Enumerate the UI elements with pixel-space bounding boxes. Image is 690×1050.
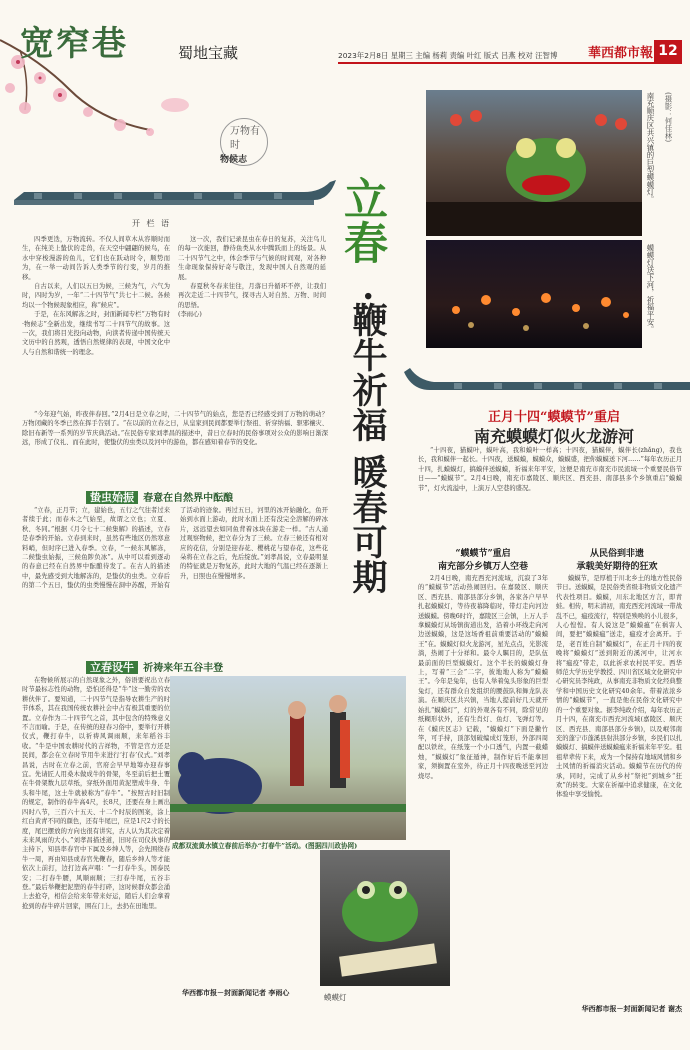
feature-title-main: 立春 [336, 176, 387, 264]
feature-section-1-text: “立春，正月节；立，建始也，五行之气往者过来者续于此；而春木之气始至，故谓之立也；立夏、秋、冬同。”根据《月令七十二候集解》的描述，立春是春季的开始。立春到来时，虽然有些地区仍然寒意料峭，但时序已进入春季。立春，“一候东风解冻，二候蛰虫始振，三候鱼陟负冰”。从中可以看到逐动的春意已经在自然界中酝酿待发了。在古人的描述中，最先感受到大地解冻的，是蛰伏的虫类。立春后的第二个五日，蛰伏的虫类慢慢在洞中苏醒，开始有了活动的迹象。再过五日，河里的冰开始融化，鱼开始到水面上游动，此时水面上还有没完全溶解的碎冰片，远远望去如同鱼背着冰块在游走一样。“古人通过观察物候，把立春分为了三候。立春三候还有相对应的花信，分别是迎春花、樱桃花与望春花，这些花朵将在立春之后，先后绽放。”刘孝昌说，立春最明显的特征就是万物复苏，此时大地的气温已经在逐渐上升，日照也在慢慢增多。 [22, 507, 328, 590]
intro-author: (李雨心) [178, 311, 202, 319]
news-subhead-1 [418, 546, 548, 572]
page-header [0, 0, 690, 72]
feature-lead: “今年迎气始，昨夜伴春回。”2月4日是立春之时，二十四节气的始点，您是否已经感受到了万物的萌动？万物闭藏的冬季已然在挥手告别了。“在以前的立春之日，从皇家到民间都要举行祭祖、祈穿纳福、驱邪禳灾、除旧布新等一系列的岁节庆典活动。”在民俗专家刘孝昌的描述中，昔日立春时的民俗事项对公众的影响日渐深远，形成了仪礼、而在此时，使蛰伏的虫类以及河中的游鱼，都在感知着春节的变化。 [22, 411, 328, 447]
intro-paragraph: 于是，在东风解冻之时，封面新闻专栏“万物有时·物候志”全新出发，继续书写二十四节气的故事。这一次，我们将目光投向动物，向读者传递中国传统天文历中的自然观，透悟自然规律的表现，中国文化中人与自然和谐统一的理念。 [22, 311, 170, 356]
feature-byline: 华西都市报－封面新闻记者 李雨心 [182, 988, 290, 997]
news-headline: 南充蟆蟆灯似火龙游河 [473, 427, 634, 446]
intro-paragraph: 四季更迭，万物流转。不仅人间草木从容顺时而生，在纯美上蛰伏的走兽，在天空中翩翩的候鸟，在水中穿梭漫游的鱼儿，它们也在跃动时令，顺势而为，在一举一动间告诉人类季节的行变，岁月的推移。 [22, 236, 170, 281]
subhead-kicker: 从民俗到非遗 [589, 549, 644, 559]
roof-decoration-right [404, 350, 690, 396]
feature-title-sub: ·鞭牛祈福 暖春可期 [347, 290, 388, 595]
section-title: 蜀地宝藏 [178, 44, 239, 62]
news-kicker: 正月十四“蟆蟆节”重启 [488, 410, 620, 425]
newspaper-logo: 華西都市報 [588, 46, 654, 61]
column-badge-sub: 物候志 [220, 155, 248, 165]
feature-subhead-1 [86, 486, 233, 505]
news-lead: “十四夜，猫蟆叶，蟆叶高，我和蟆叶一样高；十四夜，猫蟆伴，蟆伴长(zhǎng)，我也长，我和蟆伴一起长。十四夜，送蟆蟆，蟆蟆众，蟆蟆盛，把你蟆蟆送下河……”每年农历正月十四，扎蟆蟆灯，搞蟆伴送蟆蟆，祈福来年平安，这便是南充市南充市民流域一个重要民俗节日——“蟆蟆节”。2月4日晚，南充市嘉陵区、顺庆区、西充县、南部县多个乡镇重启“蟆蟆节”，灯火流溢中，上演万人空巷的盛况。 [418, 447, 682, 492]
roof-decoration [14, 160, 336, 210]
photo-caption-frog: 蟆蟆灯 [324, 993, 347, 1002]
photo-giant-frog-lantern [426, 90, 642, 236]
photo-lanterns-river [426, 240, 642, 348]
photo-caption-top: 南充顺庆区共兴镇的巨型蟆蟆灯。 [646, 92, 655, 203]
subhead-title: 祈祷来年五谷丰登 [143, 663, 224, 674]
news-section-1-text: 2月4日晚，南充西充河流域，沉寂了3年的“蟆蟆节”活动热闹回归。在嘉陵区、顺庆区、西充县、南部县部分乡镇，各家各户早早扎起蟆蟆灯，等待夜幕降临时，带灯走向河边送蟆蟆。傍晚6时许，嘉陵区三会镇，上万人手拿蟆蟆灯从场镇街道出发，沿着小环线走向河边送蟆蟆，这是这场香祖前重要活动的“蟆蟆王”在。蟆蟆灯似火龙游河，星光点点，光影流淌，热闹了十分祥和。最令人瞩目的，是队伍最前面的巨型蟆蟆灯。这个半长的蟆蟆灯身上，写着“三会”二字，彼地地人称为“蟆蟆王”。今年是兔年，也有人举着兔头形象的巨型兔灯，还有群众自发组织的腰鼓队和舞龙队表演。在顺庆区共兴镇，当地人提前好几天就开始扎“蟆蟆灯”，灯的外观各有不同，除常见的纸糊形状外，还有生肖灯、鱼灯、飞弹灯等。在《蟆庆区志》记载，“蟆蟆灯”下面是撇竹竿，可手持，顶部划破编成灯笼形，外部四周配以铁丝，在纸笼一个小口透气，内置一截蜡烛，“蟆蟆灯”象征遁神，制作好后不能拿回家，须搁置在室外，待正月十四夜晚送至河边烧尽。 [418, 575, 548, 780]
intro-paragraph: 这一次，我们记录昆虫在春日的复苏，关注鸟儿的每一次徙回，静待鱼类从水中腾跃而上的场景。从二十四节气之中，体会季节与气候的时间观，对各种生命现象保持好奇与敬注，发现中国人自然观的延展。 [178, 236, 326, 281]
intro-column-2 [178, 235, 326, 395]
subhead-kicker: “蟆蟆节”重启 [455, 549, 511, 559]
news-section-2-text: 蟆蟆节，是厚植于川北乡土的地方性民俗节日。送蟆蟆，是民俗类省级非物质文化遗产代表性项目。蟆蟆，川东北地区方言，即青蛙。相传，明末清初，南充西充河流域一带战乱不已，瘟疫流行，特别是殃唤的小儿很多，人心惶惶。有人说这是“蟆蟆瘟”在祸害人间，要把“蟆蟆瘟”送走，瘟疫才会离开。于是，老百姓自制“蟆蟆灯”，在正月十四的夜晚将“蟆蟆灯”送到附近的溪河中，让河水将“瘟疫”带走，以此祈求农村民平安。西华师范大学历史学教授、四川省区域文化研究中心研究员李纯政，从事南充非物质文化经典整学和中国历史文化研究40余年。带着浓浓乡情的“蟆蟆节”，一直是他在民俗文化研究中的一个重要对象。据李纯政介绍，每年农历正月十四，在南充市西充河流域(嘉陵区、顺庆区、西充县、南部县部分乡镇)，以及岷邻南充的蓬宁市蓬溪县射洪部分乡镇，乡民们以扎蟆蟆灯、搞蟆伴送蟆蟆瘟来祈福来年平安。祖祖辈辈传下来，成为一个保持有地域风情和乡土风情的祈福消灾活动。蟆蟆节在历代的传承，同时，完成了从乡村“祭祀”到城乡“狂欢”的转变。大家在祈福中追求健康，在文化体验中享受愉悦。 [556, 575, 682, 799]
photo-caption-ox: 成都双流黄水镇立春前后举办“打春牛”活动。(图据四川政协网) [172, 842, 358, 850]
intro-paragraph: 自古以来，人们以五日为候，三候为气，六气为时，四时为岁，一年“二十四节气”共七十二候。各候均以一个物候现象相应，称“候应”。 [22, 283, 170, 309]
header-rule [338, 62, 682, 64]
subhead-tag: 蛰虫始振 [86, 491, 138, 504]
intro-paragraph: 春夏秋冬春来往往，月落日升循环不停，让我们再次走近二十四节气，探寻古人对自然、万物、时间的思悟。 [178, 283, 326, 309]
feature-section-2-continued [178, 855, 326, 975]
subhead-title: 南充部分乡镇万人空巷 [437, 562, 528, 572]
feature-section-2-text: 在物候所展示的自然现象之外，俗语要祝出立春时节最标志性的动物，恐怕还得是“牛”这一勤劳的农耕伙伴了。要知道，二十四节气是指导农耕生产的时节体系，其在我国传统农耕社会中占有极其重要的位置。立春作为二十四节气之首，其中包含的特殊意义不言而喻。于是，在传统的迎春习俗中，要举行开耕仪式，鞭打春牛，以祈祷风调雨顺，来年稻谷丰收。“牛是中国农耕时代的吉祥物，不管是宫方还是民间，都会在立春时节用牛来进行‘打春’仪式。”刘孝昌说，古时在立春之前，官府会早早地筹办迎春事宜。先请匠人用桑木做成牛的骨架，冬至前后把土覆在牛骨架数九层草纸，穿纸外面用黄泥塑成牛身、牛头和牛尾，这土牛就被称为“春牛”。“按照古时旧制的规定，制作的春牛高4尺，长8尺，还要在身上画出四时八节，三百六十五天、十二个时辰的图案，涂上红白黄青不同的颜色，还有牛尾巴，应是1尺2寸的长度，尾巴摆放的方向也很有讲究，古人认为其决定着未来风雨的大小。”刘孝昌描述道，旧时在司仪执事的主持下，知县率春官中下属及乡绅人等，会先围绕春牛一周，再由知县或春官先鞭春，随后乡绅人等才能依次上前打，边打边高声唱：“一打春牛头，国泰民安；二打春牛腰，风顺雨顺；三打春牛尾，五谷丰登。”最后举鞭把泥塑的春牛打碎，这时候群众都会涌上去抢夺，相信会给来年带来好运，随后人们会拿着抢到的春牛碎片回家，围在门上，去扔在田地里。 [22, 677, 170, 910]
photo-credit-top: (摄影：何佳林) [664, 92, 673, 143]
subhead-tag: 立春设牛 [86, 661, 138, 674]
photo-caption-mid: 蟆蟆灯送下河，祈福平安。 [646, 244, 655, 333]
intro-label: 开 栏 语 [132, 219, 172, 228]
feature-subhead-2 [86, 656, 223, 675]
brand-title: 宽窄巷 [20, 24, 128, 64]
column-badge-chars: 万物有时 [230, 126, 260, 151]
news-section-1-continued [418, 858, 548, 1008]
subhead-title: 承载美好期待的狂欢 [576, 562, 658, 572]
issue-meta: 2023年2月8日 星期三 主编 杨莉 责编 叶红 版式 吕燕 校对 汪智博 [338, 51, 558, 60]
page-number: 12 [654, 40, 682, 62]
intro-column-1 [22, 235, 170, 395]
news-subhead-2 [552, 546, 682, 572]
subhead-title: 春意在自然界中酝酿 [143, 493, 234, 504]
news-byline: 华西都市报－封面新闻记者 谢杰 [581, 1004, 682, 1013]
photo-beating-spring-ox [170, 676, 406, 840]
